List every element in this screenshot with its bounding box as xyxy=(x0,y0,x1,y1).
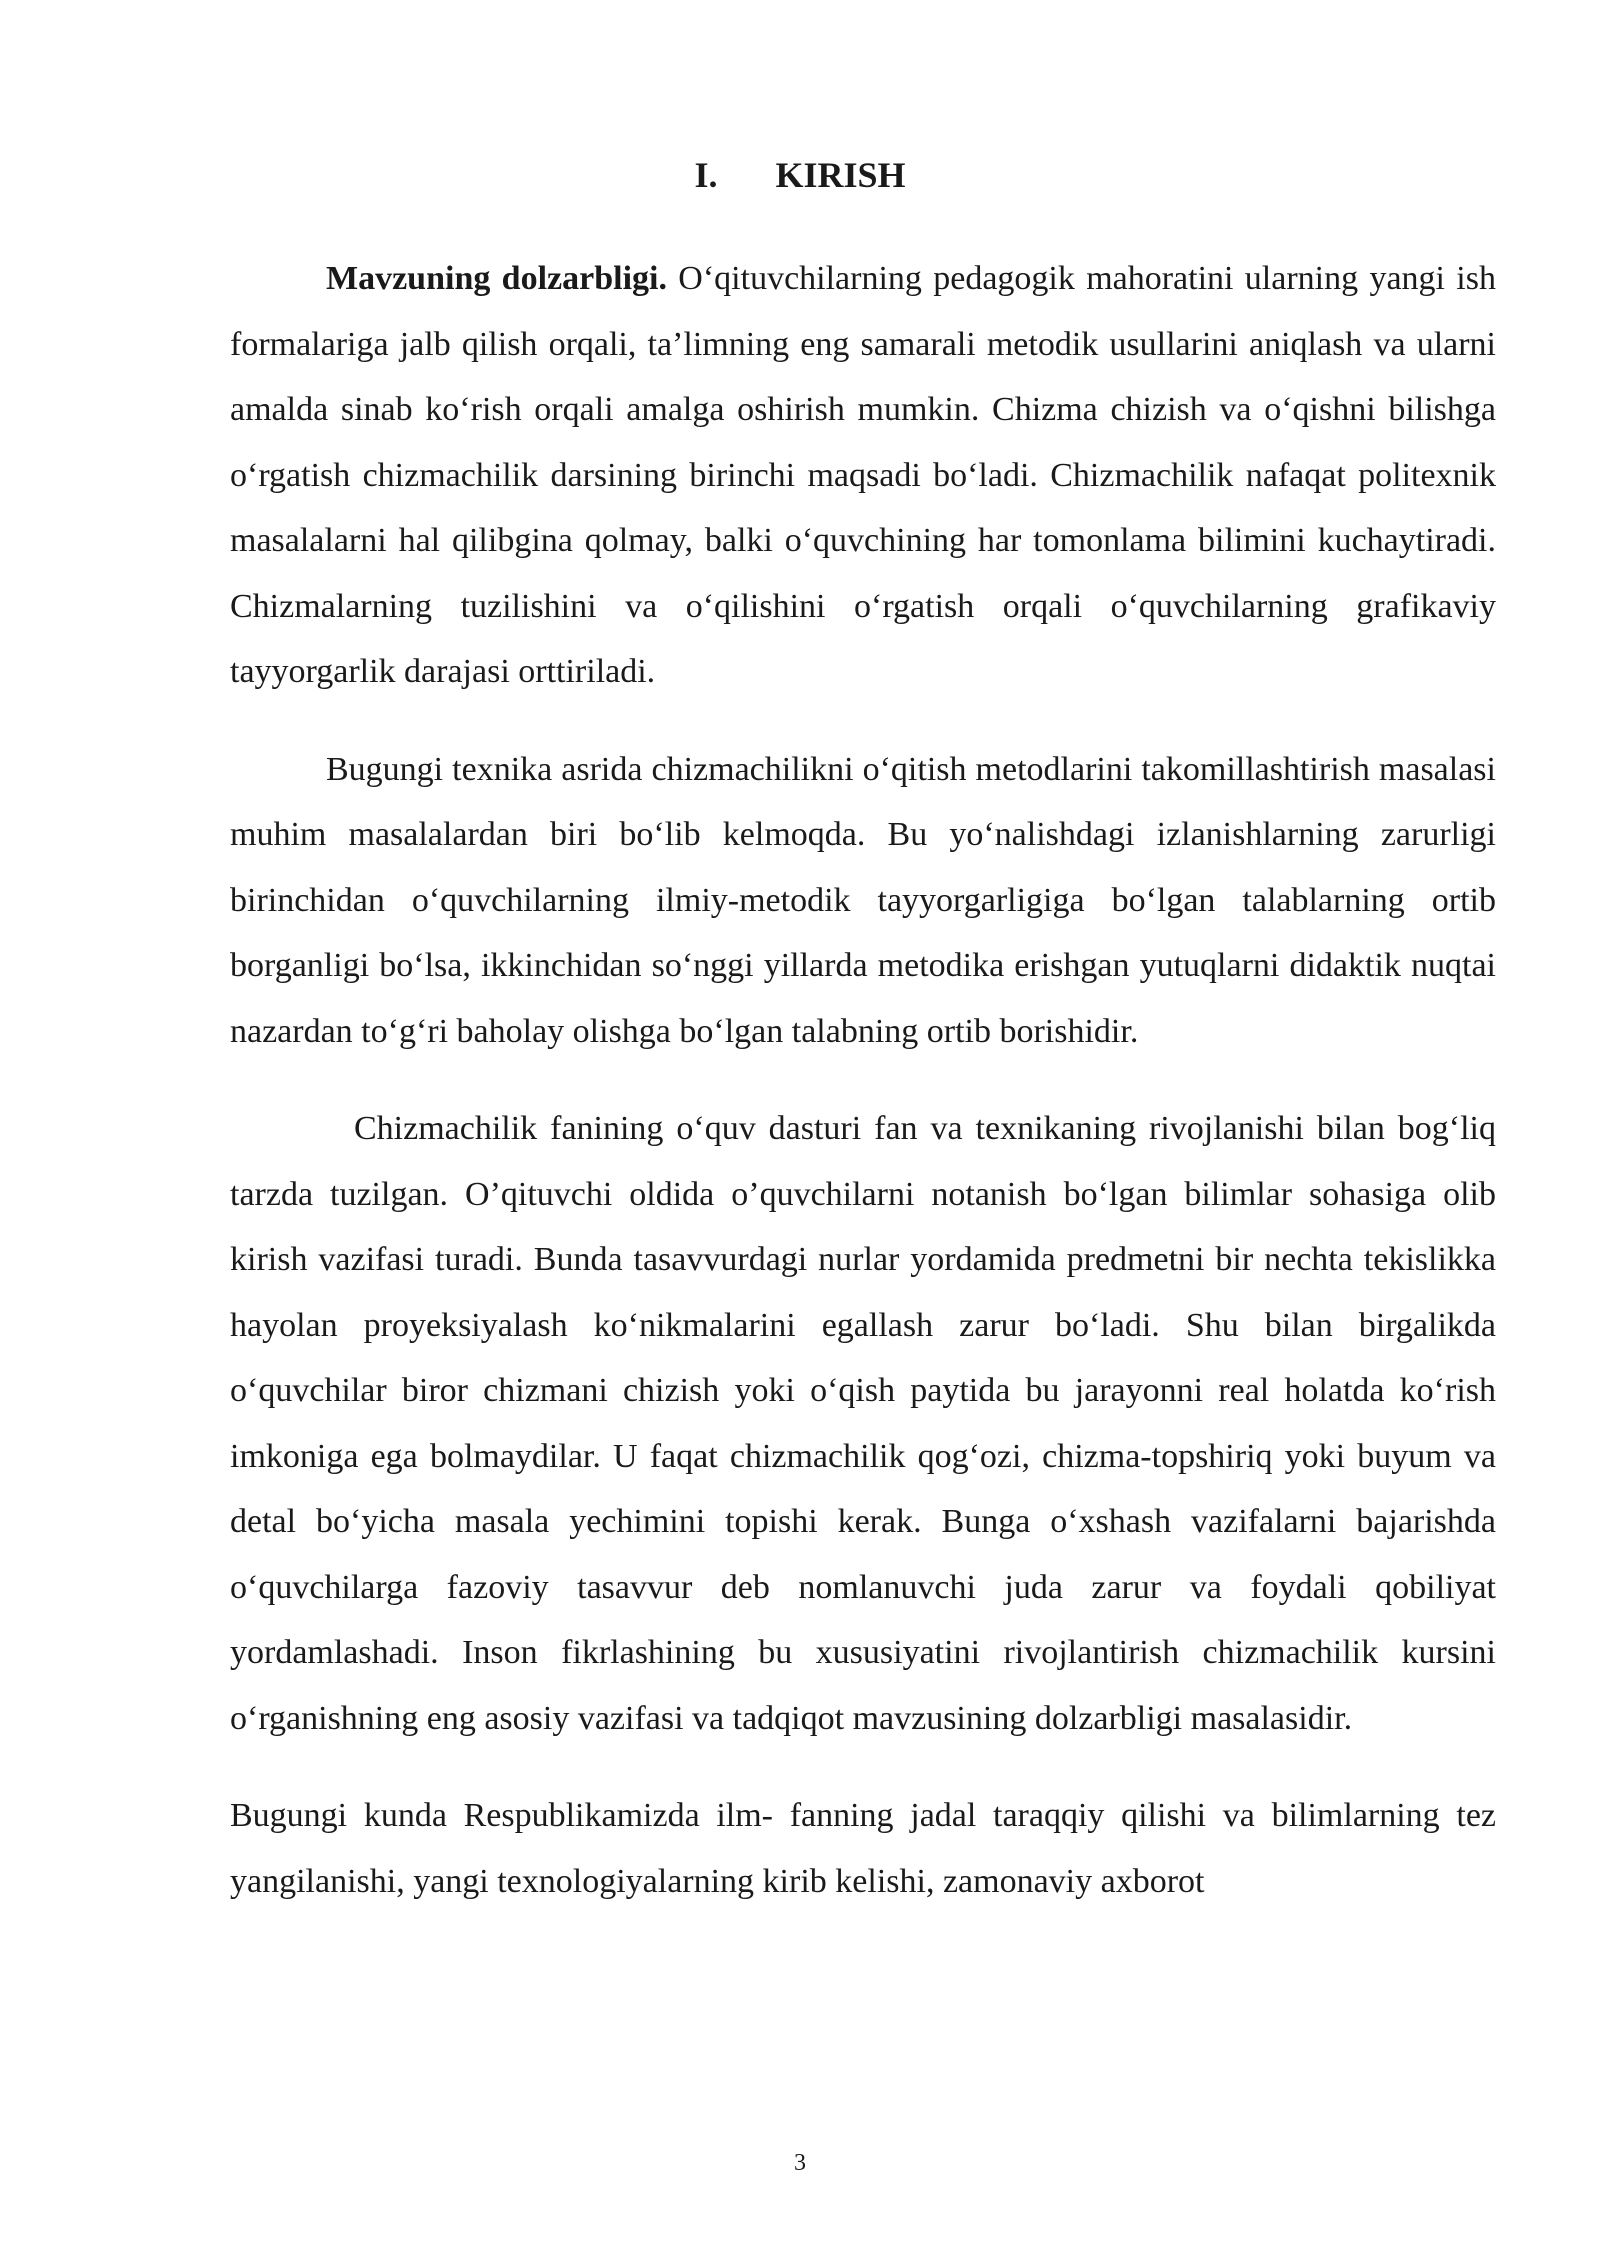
body-text xyxy=(230,246,1496,1914)
paragraph-lead: Mavzuning dolzarbligi. xyxy=(326,260,667,297)
section-heading xyxy=(0,150,1600,200)
paragraph-curriculum: Chizmachilik fanining o‘quv dasturi fan va texnikaning rivojlanishi bilan bog‘liq tarzda tuzilgan. O’qituvchi oldida o’quvchilarni notanish bo‘lgan bilimlar sohasiga olib kirish vazifasi turadi. Bunda tasavvurdagi nurlar yordamida predmetni bir nechta tekislikka hayolan proyeksiyalash ko‘nikmalarini egallash zarur bo‘ladi. Shu bilan birgalikda o‘quvchilar biror chizmani chizish yoki o‘qish paytida bu jarayonni real holatda ko‘rish imkoniga ega bolmaydilar. U faqat chizmachilik qog‘ozi, chizma-topshiriq yoki buyum va detal bo‘yicha masala yechimini topishi kerak. Bunga o‘xshash vazifalarni bajarishda o‘quvchilarga fazoviy tasavvur deb nomlanuvchi juda zarur va foydali qobiliyat yordamlashadi. Inson fikrlashining bu xususiyatini rivojlantirish chizmachilik kursini o‘rganishning eng asosiy vazifasi va tadqiqot mavzusining dolzarbligi masalasidir. xyxy=(230,1110,1496,1737)
page-number: 3 xyxy=(794,2150,806,2176)
section-title: KIRISH xyxy=(775,155,906,195)
paragraph-teaching-methods: Bugungi texnika asrida chizmachilikni o‘qitish metodlarini takomillashtirish masalasi muhim masalalardan biri bo‘lib kelmoqda. Bu yo‘nalishdagi izlanishlarning zarurligi birinchidan o‘quvchilarning ilmiy-metodik tayyorgarligiga bo‘lgan talablarning ortib borganligi bo‘lsa, ikkinchidan so‘nggi yillarda metodika erishgan yutuqlarni didaktik nuqtai nazardan to‘g‘ri baholay olishga bo‘lgan talabning ortib borishidir. xyxy=(230,750,1496,1050)
section-number: I. xyxy=(694,155,718,195)
paragraph-relevance-text: O‘qituvchilarning pedagogik mahoratini ularning yangi ish formalariga jalb qilish orqali, ta’limning eng samarali metodik usullarini aniqlash va ularni amalda sinab ko‘rish orqali amalga oshirish mumkin. Chizma chizish va o‘qishni bilishga o‘rgatish chizmachilik darsining birinchi maqsadi bo‘ladi. Chizmachilik nafaqat politexnik masalalarni hal qilibgina qolmay, balki o‘quvchining har tomonlama bilimini kuchaytiradi. Chizmalarning tuzilishini va o‘qilishini o‘rgatish orqali o‘quvchilarning grafikaviy tayyorgarlik darajasi orttiriladi. xyxy=(230,260,1496,690)
paragraph-republic: Bugungi kunda Respublikamizda ilm- fanning jadal taraqqiy qilishi va bilimlarning tez yangilanishi, yangi texnologiyalarning kirib kelishi, zamonaviy axborot xyxy=(230,1797,1496,1900)
paragraph-relevance xyxy=(230,246,1496,705)
